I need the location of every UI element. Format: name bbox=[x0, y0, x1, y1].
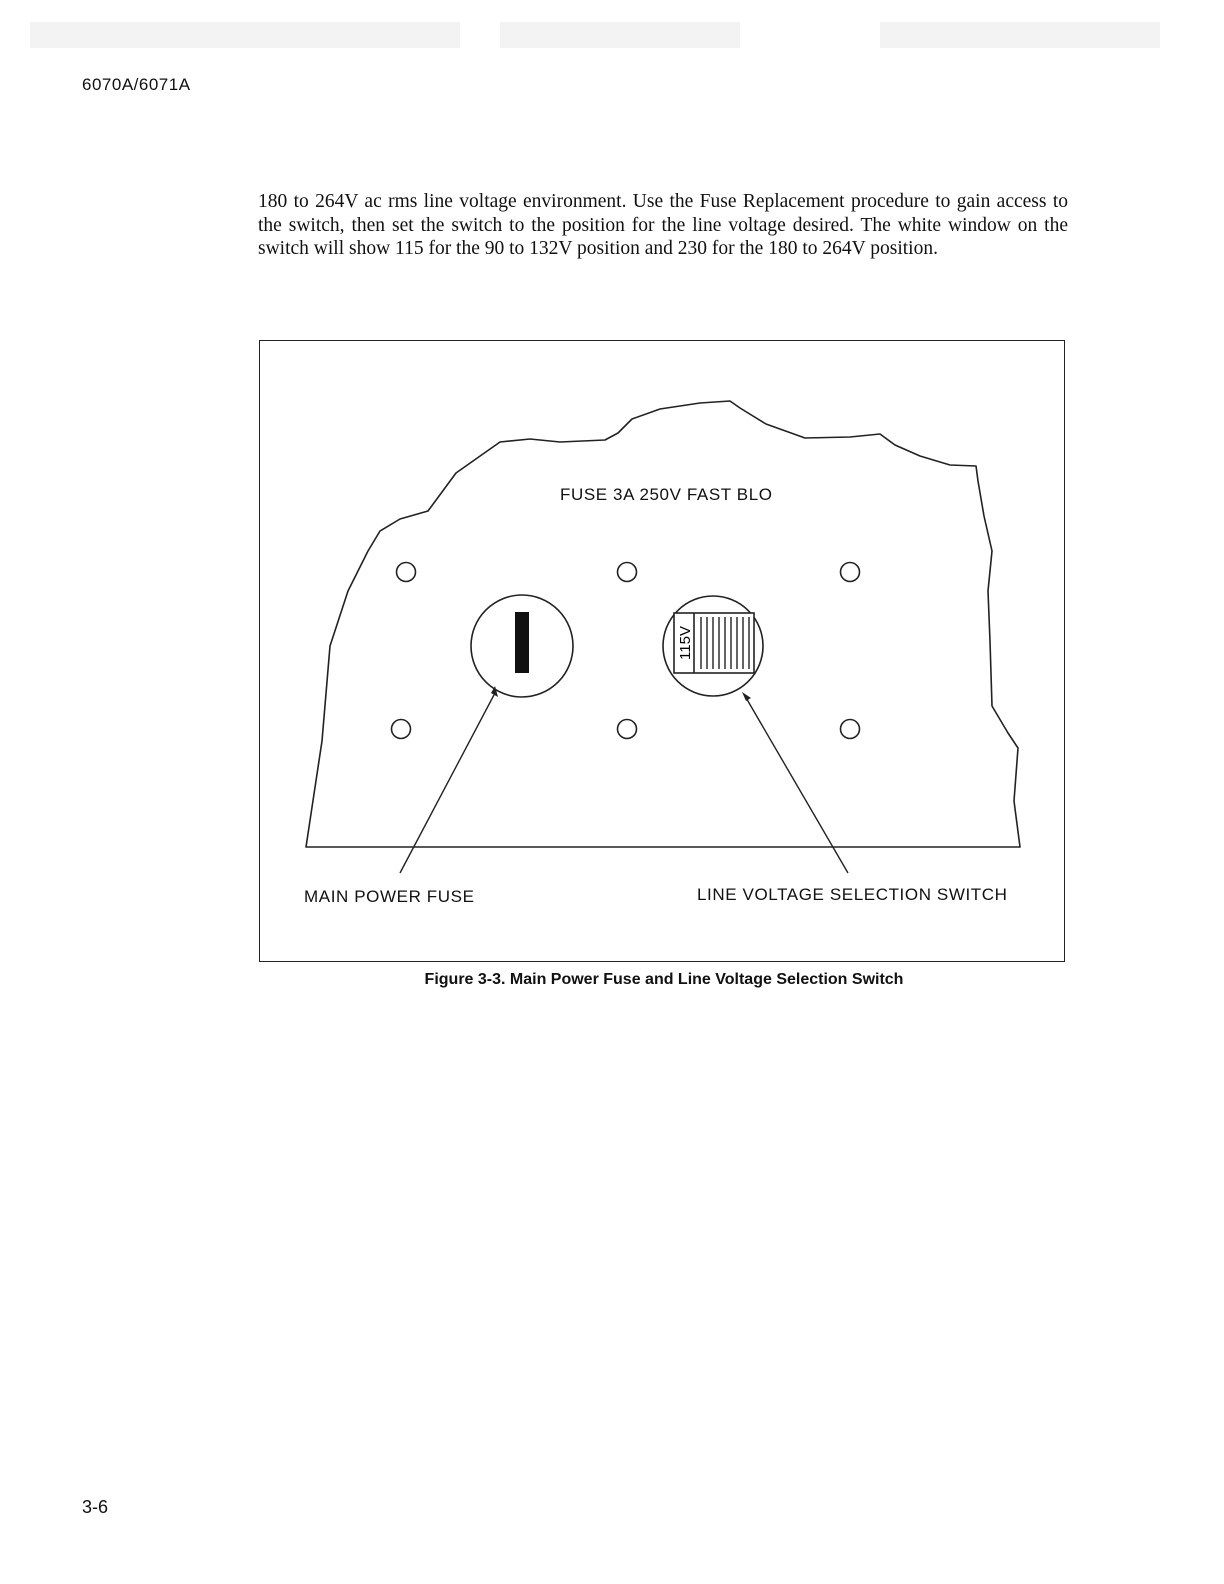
body-paragraph: 180 to 264V ac rms line voltage environment. Use the Fuse Replacement procedure to gain access to the switch, then set the switch to the position for the line voltage desired. The white window on the switch will show 115 for the 90 to 132V position and 230 for the 180 to 264V position. bbox=[258, 191, 1068, 259]
fuse-slot bbox=[515, 612, 529, 673]
mounting-hole-bottom-center bbox=[618, 720, 637, 739]
main-power-fuse-label: MAIN POWER FUSE bbox=[304, 887, 475, 906]
panel-outline bbox=[306, 401, 1020, 847]
line-voltage-switch-label: LINE VOLTAGE SELECTION SWITCH bbox=[697, 885, 1008, 904]
mounting-hole-top-right bbox=[841, 563, 860, 582]
panel-illustration bbox=[260, 341, 1066, 963]
figure-caption: Figure 3-3. Main Power Fuse and Line Voltage Selection Switch bbox=[424, 971, 904, 988]
figure-frame bbox=[259, 340, 1065, 962]
document-id-header: 6070A/6071A bbox=[82, 75, 191, 94]
mounting-hole-top-left bbox=[397, 563, 416, 582]
fuse-rating-label: FUSE 3A 250V FAST BLO bbox=[560, 485, 773, 504]
switch-window-text: 115V bbox=[677, 626, 694, 660]
mounting-hole-bottom-left bbox=[392, 720, 411, 739]
mounting-hole-top-center bbox=[618, 563, 637, 582]
scan-artifact-left bbox=[30, 22, 460, 48]
mounting-hole-bottom-right bbox=[841, 720, 860, 739]
scan-artifact-middle bbox=[500, 22, 740, 48]
fuse-leader-line bbox=[400, 693, 495, 873]
page-number: 3-6 bbox=[82, 1497, 109, 1517]
scan-artifact-right bbox=[880, 22, 1160, 48]
